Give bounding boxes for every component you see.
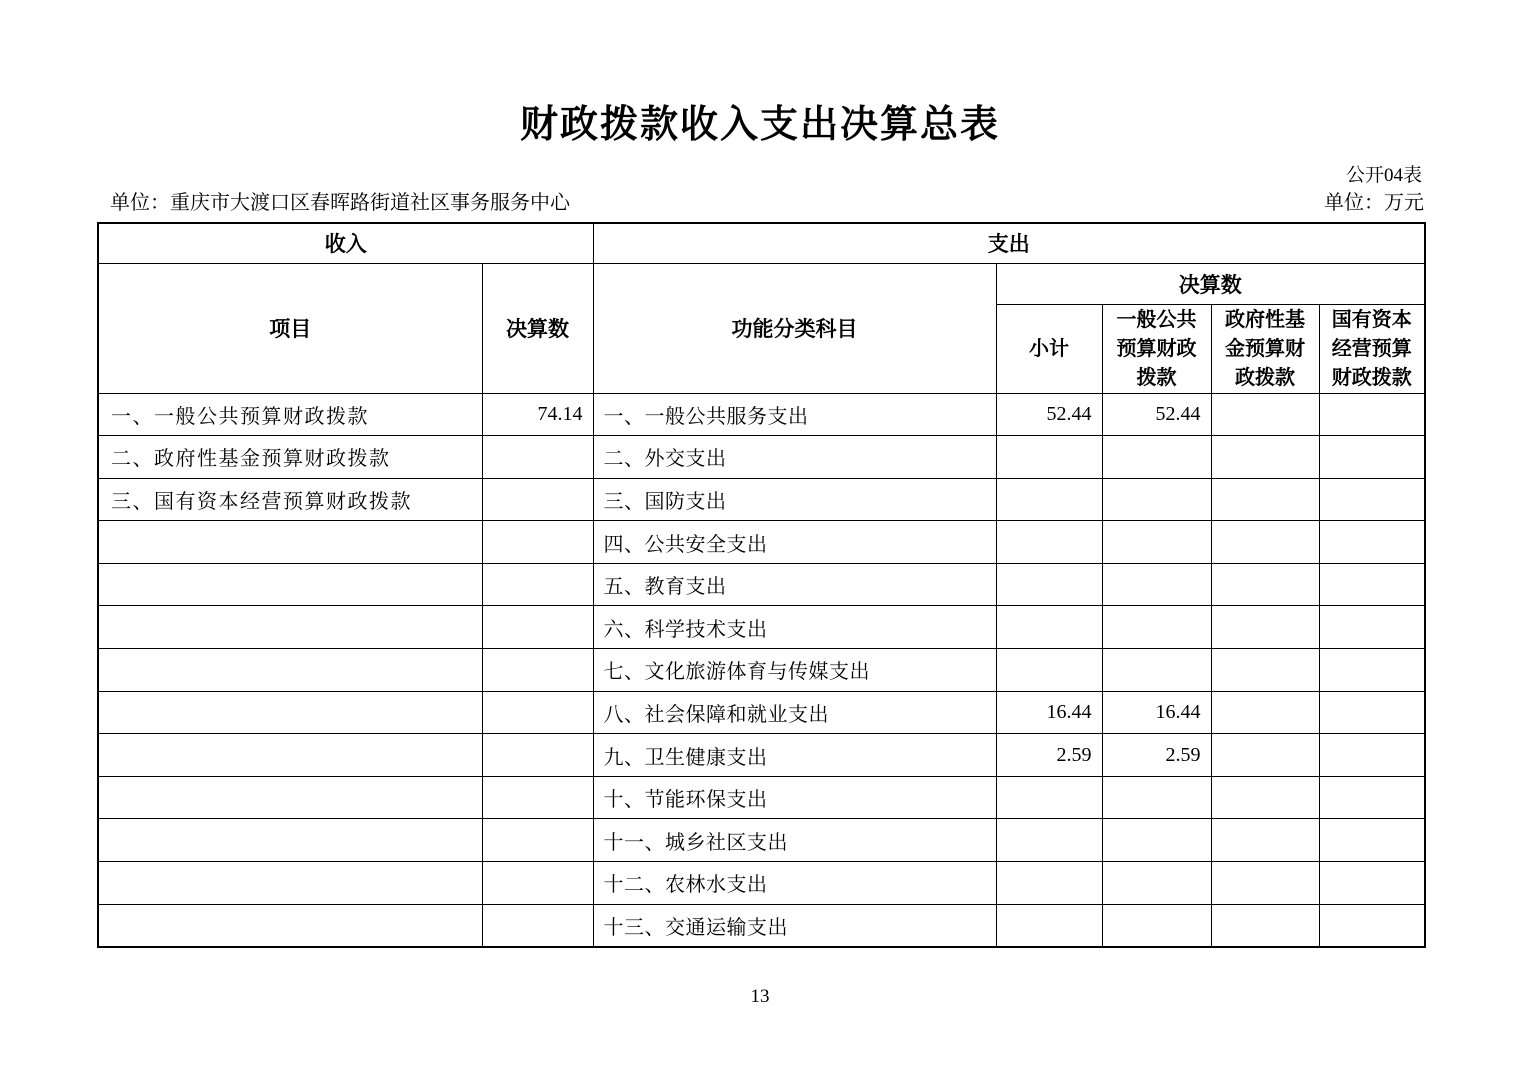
gov-fund-cell xyxy=(1211,606,1319,649)
column-header-row-1 xyxy=(98,263,1425,304)
subtotal-cell xyxy=(996,436,1102,479)
table-row xyxy=(98,904,1425,947)
gov-fund-cell xyxy=(1211,649,1319,692)
expenditure-subject-cell: 一、一般公共服务支出 xyxy=(593,393,996,436)
expenditure-amount-group-header: 决算数 xyxy=(996,263,1425,304)
state-capital-header: 国有资本经营预算财政拨款 xyxy=(1319,304,1425,393)
currency-unit-label: 单位：万元 xyxy=(1324,192,1424,214)
gov-fund-cell xyxy=(1211,478,1319,521)
gov-fund-cell xyxy=(1211,563,1319,606)
expenditure-subject-cell: 二、外交支出 xyxy=(593,436,996,479)
expenditure-subject-cell: 四、公共安全支出 xyxy=(593,521,996,564)
general-budget-cell: 16.44 xyxy=(1102,691,1211,734)
table-row xyxy=(98,606,1425,649)
subtotal-cell xyxy=(996,521,1102,564)
income-amount-cell xyxy=(482,776,593,819)
table-row xyxy=(98,819,1425,862)
general-budget-cell xyxy=(1102,478,1211,521)
subtotal-cell xyxy=(996,776,1102,819)
expenditure-subject-cell: 七、文化旅游体育与传媒支出 xyxy=(593,649,996,692)
expenditure-subject-cell: 十、节能环保支出 xyxy=(593,776,996,819)
general-budget-cell xyxy=(1102,436,1211,479)
income-item-cell xyxy=(98,521,482,564)
income-amount-cell: 74.14 xyxy=(482,393,593,436)
table-row xyxy=(98,393,1425,436)
state-capital-cell xyxy=(1319,563,1425,606)
state-capital-cell xyxy=(1319,606,1425,649)
expenditure-subject-cell: 八、社会保障和就业支出 xyxy=(593,691,996,734)
page-title: 财政拨款收入支出决算总表 xyxy=(519,102,1000,146)
gov-fund-cell xyxy=(1211,393,1319,436)
section-header-row xyxy=(98,223,1425,263)
general-budget-cell xyxy=(1102,649,1211,692)
general-budget-cell: 52.44 xyxy=(1102,393,1211,436)
subtotal-cell: 16.44 xyxy=(996,691,1102,734)
income-item-cell: 二、政府性基金预算财政拨款 xyxy=(98,436,482,479)
income-item-cell xyxy=(98,904,482,947)
subtotal-cell xyxy=(996,606,1102,649)
income-section-header: 收入 xyxy=(98,223,593,263)
gov-fund-cell xyxy=(1211,691,1319,734)
income-item-cell xyxy=(98,776,482,819)
expenditure-section-header: 支出 xyxy=(593,223,1425,263)
income-amount-cell xyxy=(482,862,593,905)
table-code-label: 公开04表 xyxy=(1345,165,1422,186)
general-budget-cell xyxy=(1102,563,1211,606)
income-amount-header: 决算数 xyxy=(482,263,593,393)
income-amount-cell xyxy=(482,436,593,479)
general-budget-cell xyxy=(1102,904,1211,947)
state-capital-cell xyxy=(1319,734,1425,777)
state-capital-cell xyxy=(1319,691,1425,734)
income-amount-cell xyxy=(482,521,593,564)
state-capital-cell xyxy=(1319,649,1425,692)
income-item-header: 项目 xyxy=(98,263,482,393)
gov-fund-cell xyxy=(1211,819,1319,862)
meta-row-top xyxy=(0,164,1520,188)
income-amount-cell xyxy=(482,734,593,777)
income-amount-cell xyxy=(482,606,593,649)
subtotal-cell xyxy=(996,563,1102,606)
subtotal-cell xyxy=(996,649,1102,692)
income-item-cell xyxy=(98,606,482,649)
table-row xyxy=(98,734,1425,777)
table-row xyxy=(98,563,1425,606)
expenditure-subject-cell: 三、国防支出 xyxy=(593,478,996,521)
gov-fund-cell xyxy=(1211,776,1319,819)
state-capital-cell xyxy=(1319,393,1425,436)
state-capital-cell xyxy=(1319,436,1425,479)
table-row xyxy=(98,691,1425,734)
income-item-cell xyxy=(98,862,482,905)
income-item-cell: 一、一般公共预算财政拨款 xyxy=(98,393,482,436)
state-capital-cell xyxy=(1319,819,1425,862)
general-budget-cell xyxy=(1102,862,1211,905)
table-row xyxy=(98,436,1425,479)
subtotal-cell xyxy=(996,904,1102,947)
gov-fund-cell xyxy=(1211,862,1319,905)
income-amount-cell xyxy=(482,904,593,947)
general-budget-cell xyxy=(1102,819,1211,862)
state-capital-cell xyxy=(1319,776,1425,819)
unit-name-label: 单位：重庆市大渡口区春晖路街道社区事务服务中心 xyxy=(110,192,570,214)
income-amount-cell xyxy=(482,649,593,692)
subtotal-cell xyxy=(996,862,1102,905)
income-amount-cell xyxy=(482,563,593,606)
income-amount-cell xyxy=(482,478,593,521)
meta-row-bottom xyxy=(0,190,1520,216)
expenditure-subject-cell: 十一、城乡社区支出 xyxy=(593,819,996,862)
gov-fund-header: 政府性基金预算财政拨款 xyxy=(1211,304,1319,393)
income-amount-cell xyxy=(482,691,593,734)
subtotal-cell xyxy=(996,819,1102,862)
state-capital-cell xyxy=(1319,904,1425,947)
income-item-cell xyxy=(98,819,482,862)
income-item-cell xyxy=(98,563,482,606)
fiscal-summary-table xyxy=(97,222,1426,948)
table-row xyxy=(98,649,1425,692)
state-capital-cell xyxy=(1319,862,1425,905)
table-row xyxy=(98,776,1425,819)
expenditure-subject-cell: 十三、交通运输支出 xyxy=(593,904,996,947)
state-capital-cell xyxy=(1319,521,1425,564)
subtotal-cell: 2.59 xyxy=(996,734,1102,777)
subtotal-cell: 52.44 xyxy=(996,393,1102,436)
gov-fund-cell xyxy=(1211,734,1319,777)
expenditure-subject-cell: 十二、农林水支出 xyxy=(593,862,996,905)
state-capital-cell xyxy=(1319,478,1425,521)
table-row xyxy=(98,521,1425,564)
gov-fund-cell xyxy=(1211,436,1319,479)
income-item-cell xyxy=(98,649,482,692)
general-budget-cell: 2.59 xyxy=(1102,734,1211,777)
income-item-cell xyxy=(98,734,482,777)
general-budget-cell xyxy=(1102,776,1211,819)
subtotal-header: 小计 xyxy=(996,304,1102,393)
income-item-cell xyxy=(98,691,482,734)
subtotal-cell xyxy=(996,478,1102,521)
page-number: 13 xyxy=(750,985,770,1007)
income-amount-cell xyxy=(482,819,593,862)
general-budget-cell xyxy=(1102,521,1211,564)
expenditure-subject-header: 功能分类科目 xyxy=(593,263,996,393)
general-budget-header: 一般公共预算财政拨款 xyxy=(1102,304,1211,393)
income-item-cell: 三、国有资本经营预算财政拨款 xyxy=(98,478,482,521)
expenditure-subject-cell: 六、科学技术支出 xyxy=(593,606,996,649)
gov-fund-cell xyxy=(1211,521,1319,564)
expenditure-subject-cell: 九、卫生健康支出 xyxy=(593,734,996,777)
general-budget-cell xyxy=(1102,606,1211,649)
gov-fund-cell xyxy=(1211,904,1319,947)
table-row xyxy=(98,478,1425,521)
expenditure-subject-cell: 五、教育支出 xyxy=(593,563,996,606)
table-row xyxy=(98,862,1425,905)
